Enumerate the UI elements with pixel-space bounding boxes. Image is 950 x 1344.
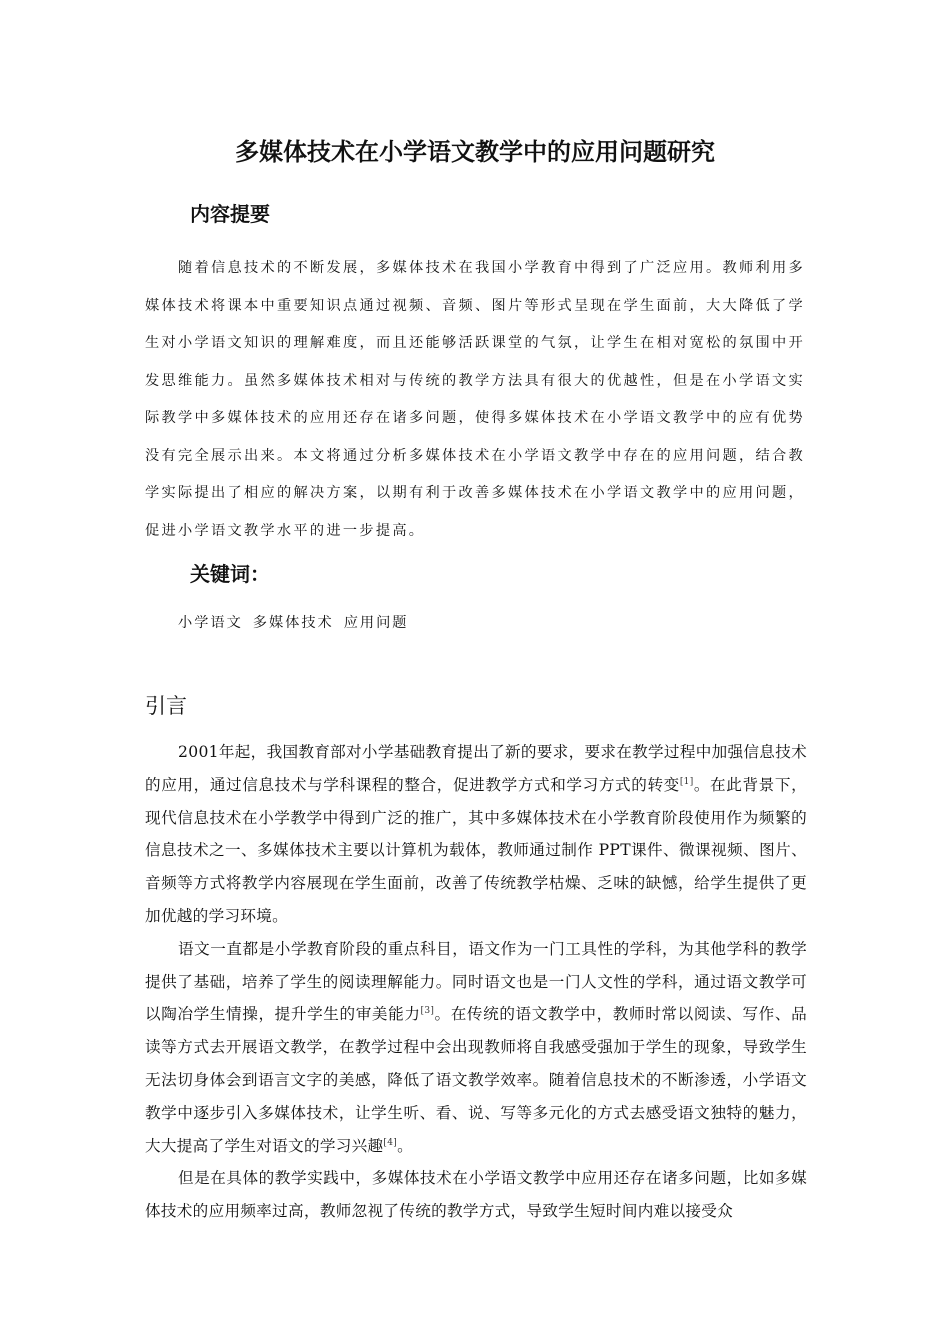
paragraph (145, 1162, 807, 1228)
paragraph-text: 。在此背景下，现代信息技术在小学教学中得到广泛的推广，其中多媒体技术在小学教育阶段使用作为频繁的信息技术之一、多媒体技术主要以计算机为载体，教师通过制作 PPT课件、微课视频、图片、音频等方式将教学内容展现在学生面前，改善了传统教学枯燥、乏味的缺憾，给学生提供了更加优越的学习环境。 (145, 775, 807, 925)
paragraph-text: 语文一直都是小学教育阶段的重点科目，语文作为一门工具性的学科，为其他学科的教学提供了基础，培养了学生的阅读理解能力。同时语文也是一门人文性的学科，通过语文教学可以陶冶学生情操，提升学生的审美能力 (145, 939, 807, 1024)
keyword-item: 多媒体技术 (252, 615, 334, 631)
citation-ref: [3] (420, 1006, 435, 1017)
introduction-heading: 引言 (145, 694, 187, 718)
paragraph-text: 。在传统的语文教学中，教师时常以阅读、写作、品读等方式去开展语文教学，在教学过程中会出现教师将自我感受强加于学生的现象，导致学生无法切身体会到语言文字的美感，降低了语文教学效率。随着信息技术的不断渗透，小学语文教学中逐步引入多媒体技术，让学生听、看、说、写等多元化的方式去感受语文独特的魅力，大大提高了学生对语文的学习兴趣 (145, 1005, 807, 1155)
document-title: 多媒体技术在小学语文教学中的应用问题研究 (235, 138, 715, 166)
citation-ref: [4] (383, 1137, 398, 1148)
keywords-heading: 关键词： (190, 562, 270, 586)
paragraph-text: 但是在具体的教学实践中，多媒体技术在小学语文教学中应用还存在诸多问题，比如多媒体技术的应用频率过高，教师忽视了传统的教学方式，导致学生短时间内难以接受众 (145, 1169, 807, 1221)
abstract-text: 随着信息技术的不断发展，多媒体技术在我国小学教育中得到了广泛应用。教师利用多媒体技术将课本中重要知识点通过视频、音频、图片等形式呈现在学生面前，大大降低了学生对小学语文知识的理解难度，而且还能够活跃课堂的气氛，让学生在相对宽松的氛围中开发思维能力。虽然多媒体技术相对与传统的教学方法具有很大的优越性，但是在小学语文实际教学中多媒体技术的应用还存在诸多问题，使得多媒体技术在小学语文教学中的应有优势没有完全展示出来。本文将通过分析多媒体技术在小学语文教学中存在的应用问题，结合教学实际提出了相应的解决方案，以期有利于改善多媒体技术在小学语文教学中的应用问题，促进小学语文教学水平的进一步提高。 (145, 260, 805, 539)
keyword-item: 应用问题 (343, 615, 409, 631)
paragraph-text: 2001年起，我国教育部对小学基础教育提出了新的要求，要求在教学过程中加强信息技术的应用，通过信息技术与学科课程的整合，促进教学方式和学习方式的转变 (145, 743, 807, 794)
abstract-heading: 内容提要 (190, 202, 270, 226)
paragraph-text: 。 (397, 1136, 413, 1155)
keywords-list (178, 609, 418, 637)
paragraph (145, 736, 807, 933)
citation-ref: [1] (679, 776, 694, 787)
introduction-body (145, 736, 807, 1228)
paragraph (145, 933, 807, 1163)
keyword-item: 小学语文 (178, 615, 243, 631)
